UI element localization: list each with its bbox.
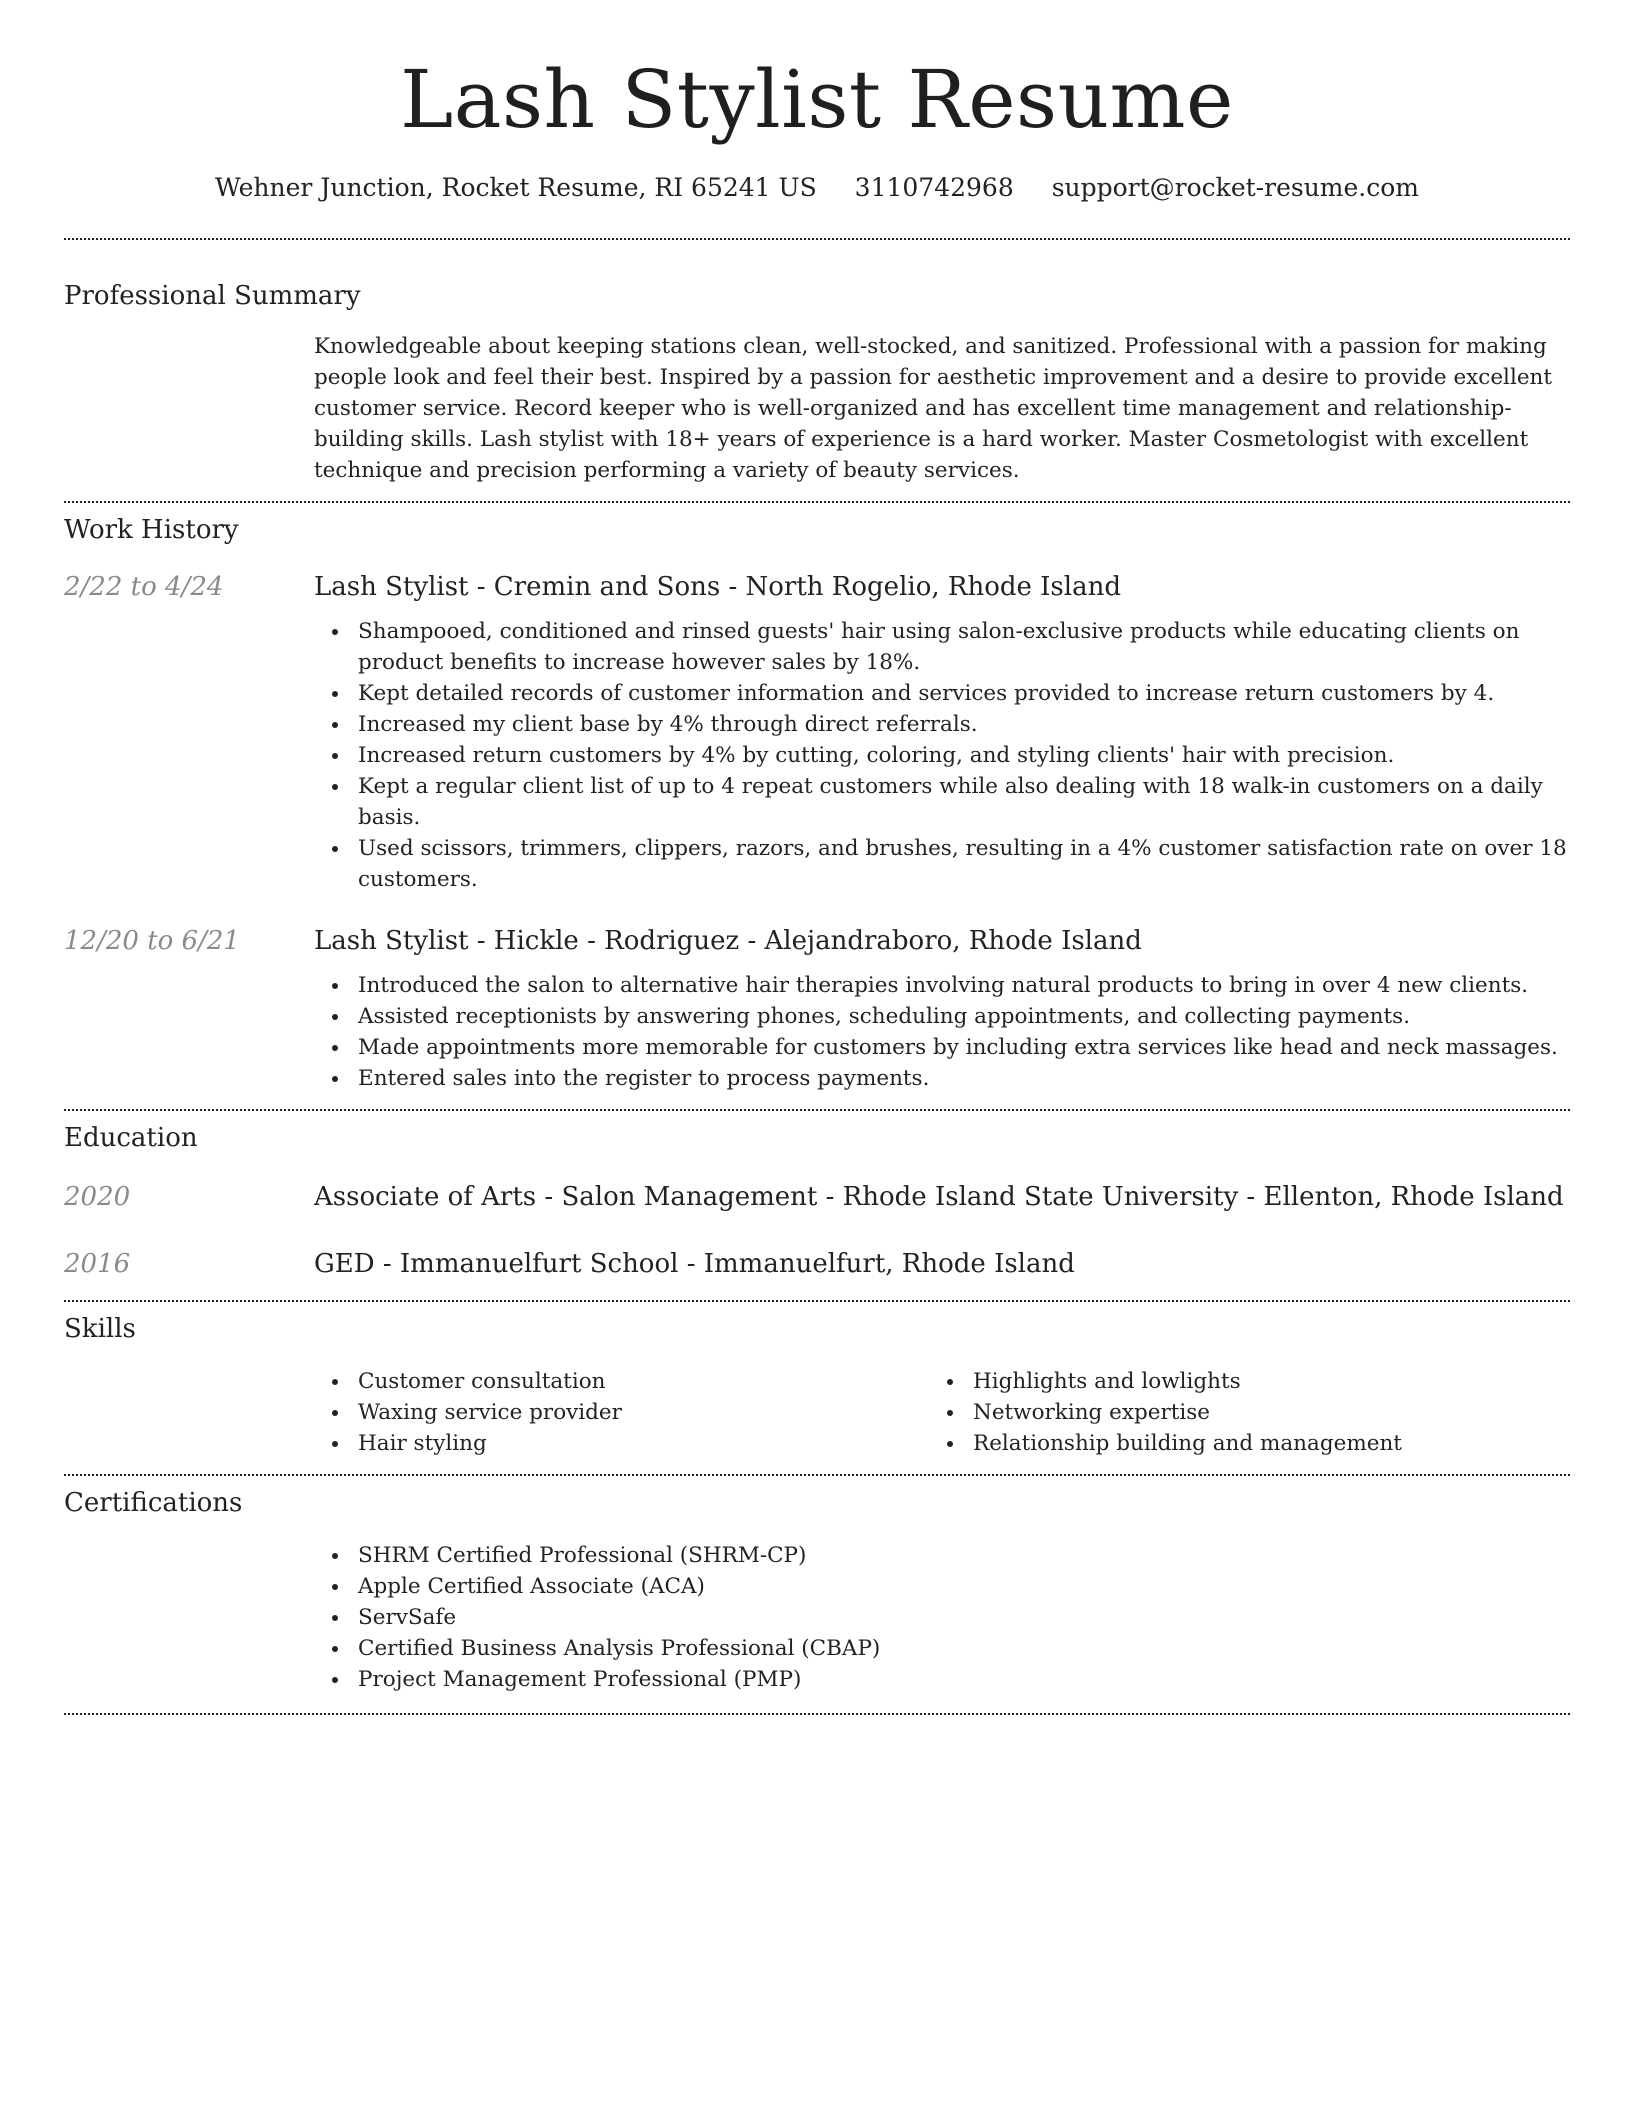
job-title: Lash Stylist - Cremin and Sons - North Rogelio, Rhode Island — [314, 572, 1121, 602]
list-item: Made appointments more memorable for customers by including extra services like head and neck massages. — [314, 1032, 1570, 1063]
list-item: Hair styling — [314, 1428, 929, 1459]
resume-page — [64, 0, 1570, 1715]
section-heading-education: Education — [64, 1123, 198, 1153]
contact-phone: 3110742968 — [854, 173, 1014, 202]
list-item: SHRM Certified Professional (SHRM-CP) — [314, 1540, 1570, 1571]
contact-email: support@rocket-resume.com — [1051, 173, 1419, 202]
list-item: Customer consultation — [314, 1366, 929, 1397]
section-heading-skills: Skills — [64, 1314, 136, 1344]
skills-list-left — [314, 1366, 929, 1459]
contact-address: Wehner Junction, Rocket Resume, RI 65241 US — [214, 173, 817, 202]
skills-section — [64, 1312, 1570, 1459]
education-year: 2020 — [64, 1182, 131, 1212]
divider — [64, 1109, 1570, 1111]
job-bullets — [314, 970, 1570, 1094]
list-item: Assisted receptionists by answering phones, scheduling appointments, and collecting payments. — [314, 1001, 1570, 1032]
divider — [64, 1300, 1570, 1302]
list-item: Apple Certified Associate (ACA) — [314, 1571, 1570, 1602]
list-item: Certified Business Analysis Professional (CBAP) — [314, 1633, 1570, 1664]
page-title: Lash Stylist Resume — [400, 53, 1234, 146]
section-heading-certifications: Certifications — [64, 1488, 243, 1518]
section-heading-work: Work History — [64, 515, 239, 545]
section-heading-summary: Professional Summary — [64, 281, 361, 311]
list-item: Introduced the salon to alternative hair therapies involving natural products to bring in over 4 new clients. — [314, 970, 1570, 1001]
list-item: Shampooed, conditioned and rinsed guests' hair using salon-exclusive products while educating clients on product benefits to increase however sales by 18%. — [314, 616, 1570, 678]
summary-section — [64, 279, 1570, 486]
divider — [64, 238, 1570, 240]
list-item: Highlights and lowlights — [929, 1366, 1544, 1397]
list-item: Increased return customers by 4% by cutting, coloring, and styling clients' hair with precision. — [314, 740, 1570, 771]
skills-list-right — [929, 1366, 1544, 1459]
work-history-section — [64, 513, 1570, 1094]
divider — [64, 1713, 1570, 1715]
job-entry — [64, 570, 1570, 895]
education-section — [64, 1121, 1570, 1281]
summary-text: Knowledgeable about keeping stations clean, well-stocked, and sanitized. Professional with a passion for making people look and feel their best. Inspired by a passion for aesthetic improvement and a desire to provide excellent customer service. Record keeper who is well-organized and has excellent time management and relationship-building skills. Lash stylist with 18+ years of experience is a hard worker. Master Cosmetologist with excellent technique and precision performing a variety of beauty services. — [314, 334, 1553, 483]
education-year: 2016 — [64, 1249, 131, 1279]
list-item: ServSafe — [314, 1602, 1570, 1633]
job-title: Lash Stylist - Hickle - Rodriguez - Alejandraboro, Rhode Island — [314, 926, 1142, 956]
list-item: Relationship building and management — [929, 1428, 1544, 1459]
contact-line — [64, 172, 1570, 204]
education-entry — [64, 1180, 1570, 1214]
job-dates: 12/20 to 6/21 — [64, 926, 240, 956]
list-item: Waxing service provider — [314, 1397, 929, 1428]
list-item: Networking expertise — [929, 1397, 1544, 1428]
education-title: GED - Immanuelfurt School - Immanuelfurt, Rhode Island — [314, 1249, 1075, 1279]
list-item: Project Management Professional (PMP) — [314, 1664, 1570, 1695]
list-item: Used scissors, trimmers, clippers, razors, and brushes, resulting in a 4% customer satisfaction rate on over 18 customers. — [314, 833, 1570, 895]
list-item: Kept detailed records of customer information and services provided to increase return customers by 4. — [314, 678, 1570, 709]
divider — [64, 501, 1570, 503]
job-entry — [64, 924, 1570, 1094]
certifications-list — [314, 1540, 1570, 1695]
list-item: Entered sales into the register to process payments. — [314, 1063, 1570, 1094]
list-item: Increased my client base by 4% through direct referrals. — [314, 709, 1570, 740]
education-title: Associate of Arts - Salon Management - Rhode Island State University - Ellenton, Rhode Island — [314, 1182, 1564, 1212]
education-entry — [64, 1247, 1570, 1281]
divider — [64, 1474, 1570, 1476]
job-bullets — [314, 616, 1570, 895]
list-item: Kept a regular client list of up to 4 repeat customers while also dealing with 18 walk-in customers on a daily basis. — [314, 771, 1570, 833]
job-dates: 2/22 to 4/24 — [64, 572, 224, 602]
certifications-section — [64, 1486, 1570, 1695]
